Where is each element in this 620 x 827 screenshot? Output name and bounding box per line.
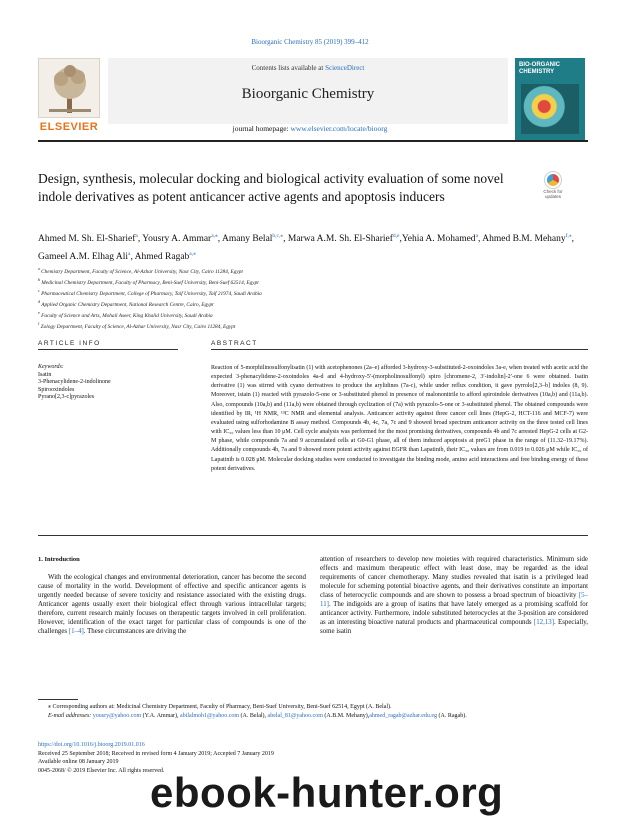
affiliation-text: Applied Organic Chemistry Department, National Research Centre, Cairo, Egypt <box>41 301 214 308</box>
author-separator: , <box>217 234 223 245</box>
email-label: E-mail addresses: <box>48 712 93 719</box>
abstract-divider <box>211 349 588 350</box>
affiliation-marker: d <box>38 298 40 304</box>
check-for-updates-button[interactable] <box>540 172 566 202</box>
affiliation-marker: e <box>38 309 40 315</box>
author-separator: , <box>571 234 574 245</box>
affiliation-text: Chemistry Department, Faculty of Science, Al-Azhar University, Nasr City, Cairo 11284, Egypt <box>41 268 243 275</box>
email-owner: (A. Ragab). <box>437 712 467 719</box>
author-affiliation-marker[interactable]: d,e <box>392 233 400 239</box>
corresponding-note: ⁎ Corresponding authors at: Medicinal Chemistry Department, Faculty of Pharmacy, Beni-Suef University, Beni-Suef 62514, Egypt (A. Belal). <box>48 704 392 710</box>
homepage-prefix: journal homepage: <box>232 124 291 133</box>
author-name: Marwa A.M. Sh. El-Sharief <box>287 234 393 245</box>
keywords-block <box>38 364 178 402</box>
author-affiliation-marker[interactable]: b,c,⁎ <box>272 233 284 239</box>
affiliation-item <box>38 287 588 298</box>
affiliation-marker: c <box>38 287 40 293</box>
keyword-item: Pyrano[2,3-c]pyrazoles <box>38 394 95 401</box>
email-link[interactable]: abelal_81@yahoo.com <box>267 712 323 719</box>
author-separator: , <box>283 234 288 245</box>
intro-left-column <box>38 555 306 636</box>
author-list <box>38 229 588 265</box>
header-divider <box>38 140 588 142</box>
email-list <box>38 712 588 721</box>
online-date: Available online 08 January 2019 <box>38 759 119 766</box>
affiliation-item <box>38 276 588 287</box>
affiliation-item <box>38 320 588 331</box>
keywords-label: Keywords: <box>38 364 64 370</box>
citation-link[interactable]: [1–4] <box>68 628 84 636</box>
email-owner: (Y.A. Ammar), <box>141 712 181 719</box>
author-affiliation-marker[interactable]: a <box>127 251 131 258</box>
email-link[interactable]: yousry@yahoo.com <box>92 712 142 719</box>
author-separator: , <box>399 234 402 245</box>
corresponding-footnote <box>38 703 588 720</box>
author-name: Amany Belal <box>222 234 273 245</box>
affiliation-list <box>38 265 588 331</box>
article-info-divider <box>38 349 178 350</box>
copyright-line: 0045-2068/ © 2019 Elsevier Inc. All rights reserved. <box>38 767 165 774</box>
received-dates: Received 25 September 2018; Received in revised form 4 January 2019; Accepted 7 January 2019 <box>38 750 274 757</box>
author-name: Yehia A. Mohamed <box>401 234 476 245</box>
doi-link[interactable]: https://doi.org/10.1016/j.bioorg.2019.01.016 <box>38 742 145 748</box>
author-name: Ahmed M. Sh. El-Sharief <box>38 234 136 245</box>
affiliation-item <box>38 309 588 320</box>
elsevier-wordmark: ELSEVIER <box>39 121 99 133</box>
keyword-item: 3-Phenacylidene-2-indolinone <box>38 379 111 386</box>
author-separator: , <box>137 234 143 245</box>
intro-text: . These circumstances are driving the <box>83 628 187 636</box>
elsevier-tree-icon <box>38 58 100 118</box>
author-name: Ahmed Ragab <box>134 252 190 263</box>
author-affiliation-marker[interactable]: a,⁎ <box>211 233 218 239</box>
watermark-text: ebook-hunter.org <box>150 769 504 816</box>
citation-link[interactable]: [5–11] <box>320 592 588 609</box>
email-link[interactable]: ahmed_ragab@azhar.edu.eg <box>369 712 438 719</box>
journal-name: Bioorganic Chemistry <box>241 86 375 102</box>
affiliation-text: Faculty of Science and Arts, Mohail Aseer, King Khalid University, Saudi Arabia <box>41 312 213 319</box>
affiliation-marker: f <box>38 320 40 326</box>
journal-homepage <box>0 124 620 133</box>
journal-info-box <box>108 58 508 124</box>
affiliation-text: Zology Department, Faculty of Science, Al-Azhar University, Nasr City, Cairo 11284, Egypt <box>40 323 236 330</box>
email-owner: (A.B.M. Mehany), <box>322 712 370 719</box>
intro-right-column <box>320 555 588 636</box>
affiliation-text: Medicinal Chemistry Department, Faculty of Pharmacy, Beni-Suef University, Beni-Suef 62514, Egypt <box>41 279 259 286</box>
intro-text: . The indigoids are a group of isatins that have lately emerged as a promising scaffold for anticancer activity. Furthermore, indole substituted heterocycles at the 3-position are considered as an interesting bioactive natural products and pharmaceutical compounds <box>320 601 588 627</box>
author-separator: , <box>478 234 483 245</box>
author-name: Ahmed B.M. Mehany <box>482 234 566 245</box>
abstract-text: Reaction of 5-morphilinosulfonylisatin (1) with acetophenones (2a–e) afforded 3-hydroxy-3-substituted-2-oxoindoles 3a-e, when treated with acetic acid the expected 3-phenacylidene-2-oxoindoles 4a-d and 4-hydroxy-5′-(morpholinosulfonyl) spiro [chromene-2, 3′-indolin]-2′-one 6 were obtained. Isatin derivative (1) was stirred with cyano derivatives to produce the arylidines (7a-c), while under reflux condition, it gave pyrrolo[2,3–b] indoles (8, 9). Moreover, istain (1) reacted with pyrazolo-5-one or 3-substituted phenol in presence of malononitrile to afford spiroindole derivatives (10a,b) and (11a,b). Also, compounds (10a,b) and (11a,b) were obtained through cyclization of (7a) with pyrazolo-5-one or 3-substituted phenol. The obtained compounds were identified by IR, ¹H NMR, ¹³C NMR and elemental analysis. Anticancer activity against three cancer cell lines (HepG-2, HCT-116 and MCF-7) were evaluated using sulforhodamine B assay method. Compounds 4b, 4c, 7a, 7c and 9 showed broad spectrum anticancer activity on the three tested cell lines with IC₅₀ values less than 10 μM. Cell cycle analysis was performed for the most promising derivatives, compounds 4b and 7c arrested HepG-2 cells at G2-M phase, while compounds 7a and 9 accumulated cells at G0-G1 phase, all of them induced apoptosis at preG1 phase in the range of (11.32–19.17%). Additionally compounds 4b, 7a and 9 showed more potent activity against EGFR than Lapatinib, their IC₅₀ values are from 0.019 to 0.026 μM while IC₅₀ of Lapatinib is 0.028 μM. Molecular docking studies were conducted to investigate the binding mode, amino acid interactions and free binding energy of these potent derivatives. <box>211 365 588 472</box>
abstract-bottom-divider <box>38 535 588 536</box>
article-info-heading: ARTICLE INFO <box>38 340 101 347</box>
intro-text: attention of researchers to develop new moieties with required characteristics. Minimum side effects and maximum therapeutic effect with least dose, may be regarded as the ideal requirements of cancer chemotherapy. Many studies revealed that isatin is a privileged lead molecule for scheming potential bioactive agents, and their derivatives constitute an important class of heterocyclic compounds and are shown to possess a broad spectrum of bioactivity <box>320 556 588 600</box>
affiliation-item <box>38 298 588 309</box>
affiliation-marker: a <box>38 266 40 271</box>
intro-text: With the ecological changes and environmental deterioration, cancer has become the second cause of mortality in the world. Development of effective and specific anticancer agents is urgently needed because of severe toxicity and resistance associated with the existing drugs. Anticancer agents usually exert their biological effect through various intracellular targets; therefore, current research mainly focuses on therapeutic targets involved in cell proliferation. However, identification of the exact target for particular class of compounds is one of the challenges <box>38 574 306 636</box>
author-affiliation-marker[interactable]: a,⁎ <box>189 251 196 258</box>
contents-line <box>108 64 508 72</box>
check-updates-label: Check for updates <box>543 189 563 199</box>
check-updates-icon <box>545 172 561 188</box>
cover-title: BIO-ORGANIC CHEMISTRY <box>519 62 560 75</box>
homepage-link[interactable]: www.elsevier.com/locate/bioorg <box>290 124 388 133</box>
affiliation-item <box>38 265 588 276</box>
intro-paragraph <box>320 555 588 636</box>
author-name: Gameel A.M. Elhag Ali <box>38 252 128 263</box>
intro-paragraph <box>38 573 306 636</box>
author-affiliation-marker[interactable]: f,⁎ <box>565 233 572 239</box>
abstract-heading: ABSTRACT <box>211 340 258 347</box>
author-name: Yousry A. Ammar <box>142 234 212 245</box>
author-affiliation-marker[interactable]: a <box>475 233 479 239</box>
journal-citation[interactable]: Bioorganic Chemistry 85 (2019) 399–412 <box>251 38 369 46</box>
sciencedirect-link[interactable]: ScienceDirect <box>325 64 365 72</box>
citation-link[interactable]: [12,13] <box>533 619 554 627</box>
affiliation-text: Pharmaceutical Chemistry Department, College of Pharmacy, Taif University, Taif 21974, Saudi Arabia <box>41 290 262 297</box>
affiliation-marker: b <box>38 276 40 282</box>
keyword-item: Isatin <box>38 371 52 378</box>
author-affiliation-marker[interactable]: a <box>135 233 138 239</box>
footnote-divider <box>38 699 78 700</box>
contents-prefix: Contents lists available at <box>251 64 326 72</box>
intro-text: . Especially, some isatin <box>320 619 588 636</box>
article-title: Design, synthesis, molecular docking and biological activity evaluation of some novel indole derivatives as potent anticancer active agents and apoptosis inducers <box>38 171 504 204</box>
email-owner: (A. Belal), <box>239 712 268 719</box>
email-link[interactable]: abilalmoh1@yahoo.com <box>180 712 240 719</box>
introduction-heading: 1. Introduction <box>38 556 80 563</box>
author-separator: , <box>130 252 135 263</box>
keyword-item: Spirooxindoles <box>38 386 75 393</box>
